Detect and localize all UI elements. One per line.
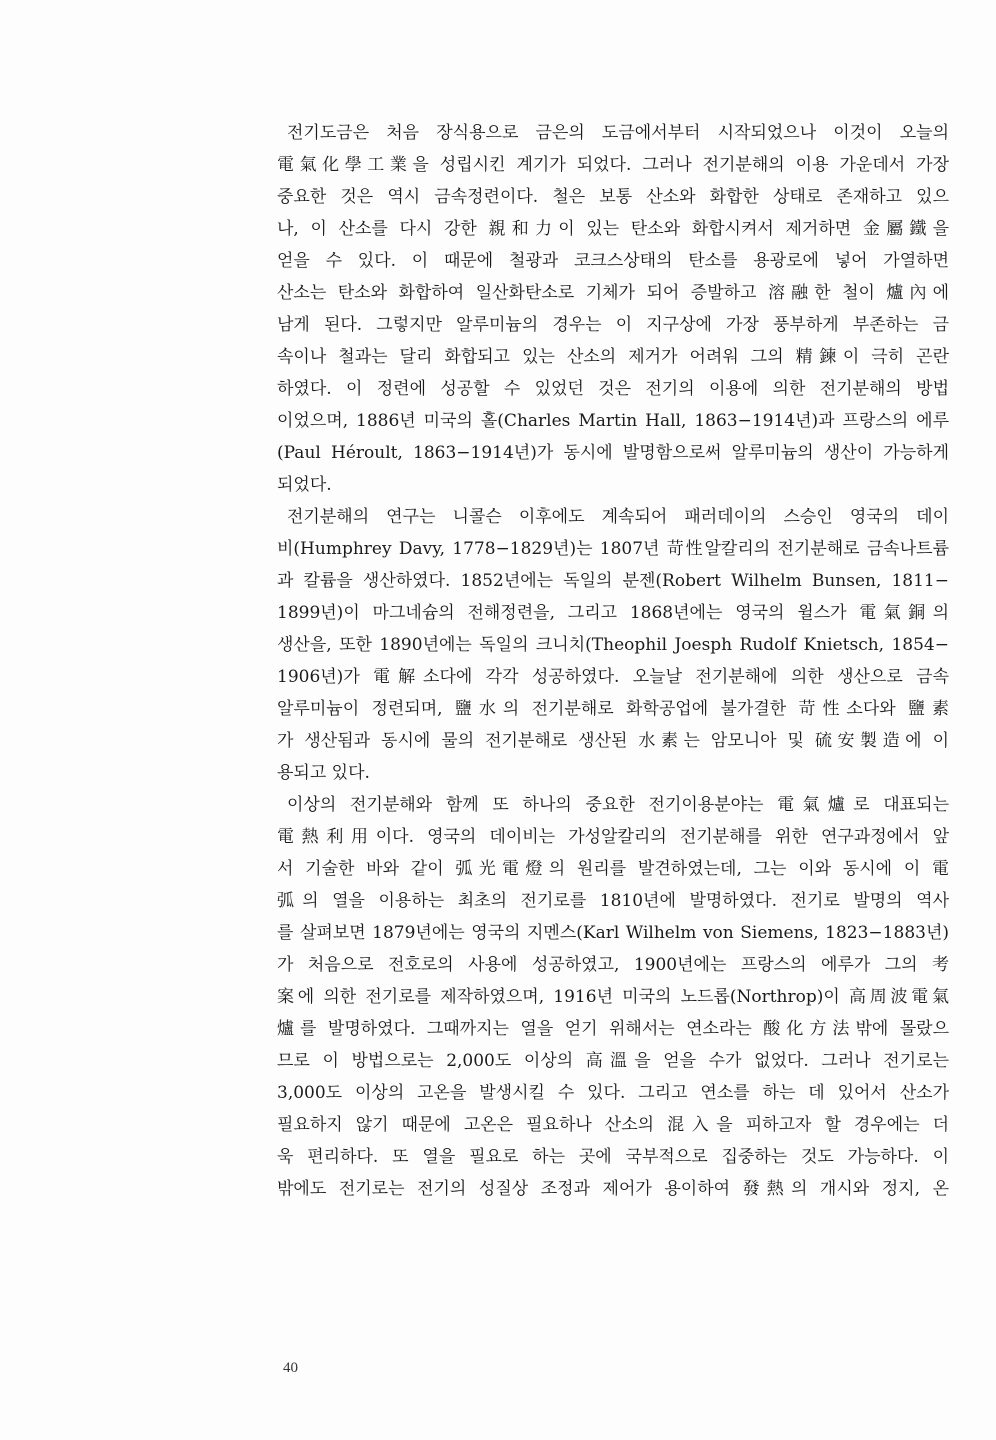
text-line: 중요한 것은 역시 금속정련이다. 철은 보통 산소와 화합한 상태로 존재하고 있으 — [277, 187, 949, 207]
text-line: 電氣化學工業을 성립시킨 계기가 되었다. 그러나 전기분해의 이용 가운데서 가장 — [277, 155, 949, 175]
text-line: 이상의 전기분해와 함께 또 하나의 중요한 전기이용분야는 電氣爐로 대표되는 — [287, 795, 949, 815]
text-line: 가 생산됨과 동시에 물의 전기분해로 생산된 水素는 암모니아 및 硫安製造에 이 — [277, 731, 949, 751]
paragraph — [277, 117, 949, 501]
text-line: 를 살펴보면 1879년에는 영국의 지멘스(Karl Wilhelm von Siemens, 1823−1883년) — [277, 923, 949, 943]
text-line: 남게 된다. 그렇지만 알루미늄의 경우는 이 지구상에 가장 풍부하게 부존하는 금 — [277, 315, 949, 335]
text-line: 되었다. — [277, 475, 332, 495]
text-line: 이었으며, 1886년 미국의 홀(Charles Martin Hall, 1863−1914년)과 프랑스의 에루 — [277, 411, 949, 431]
paragraph — [277, 789, 949, 1205]
text-line: 속이나 철과는 달리 화합되고 있는 산소의 제거가 어려워 그의 精鍊이 극히 곤란 — [277, 347, 949, 367]
paragraph — [277, 501, 949, 789]
text-line: (Paul Héroult, 1863−1914년)가 동시에 발명함으로써 알루미늄의 생산이 가능하게 — [277, 443, 949, 463]
text-line: 생산을, 또한 1890년에는 독일의 크니치(Theophil Joesph Rudolf Knietsch, 1854− — [277, 635, 949, 655]
text-line: 필요하지 않기 때문에 고온은 필요하나 산소의 混入을 피하고자 할 경우에는 더 — [277, 1115, 949, 1135]
text-line: 서 기술한 바와 같이 弧光電燈의 원리를 발견하였는데, 그는 이와 동시에 이 電 — [277, 859, 949, 879]
text-line: 과 칼륨을 생산하였다. 1852년에는 독일의 분젠(Robert Wilhelm Bunsen, 1811− — [277, 571, 949, 591]
page-number: 40 — [283, 1360, 298, 1376]
text-line: 용되고 있다. — [277, 763, 370, 783]
text-line: 밖에도 전기로는 전기의 성질상 조정과 제어가 용이하여 發熱의 개시와 정지, 온 — [277, 1179, 949, 1199]
text-line: 알루미늄이 정련되며, 鹽水의 전기분해로 화학공업에 불가결한 苛性소다와 鹽素 — [277, 699, 949, 719]
text-line: 전기도금은 처음 장식용으로 금은의 도금에서부터 시작되었으나 이것이 오늘의 — [287, 123, 949, 143]
text-line: 하였다. 이 정련에 성공할 수 있었던 것은 전기의 이용에 의한 전기분해의 방법 — [277, 379, 949, 399]
text-line: 나, 이 산소를 다시 강한 親和力이 있는 탄소와 화합시켜서 제거하면 金屬鐵을 — [277, 219, 949, 239]
text-line: 욱 편리하다. 또 열을 필요로 하는 곳에 국부적으로 집중하는 것도 가능하다. 이 — [277, 1147, 949, 1167]
text-line: 弧의 열을 이용하는 최초의 전기로를 1810년에 발명하였다. 전기로 발명의 역사 — [277, 891, 949, 911]
text-line: 비(Humphrey Davy, 1778−1829년)는 1807년 苛性알칼리의 전기분해로 금속나트륨 — [277, 539, 949, 559]
text-line: 案에 의한 전기로를 제작하였으며, 1916년 미국의 노드롭(Northrop)이 高周波電氣 — [277, 987, 949, 1007]
text-line: 전기분해의 연구는 니콜슨 이후에도 계속되어 패러데이의 스승인 영국의 데이 — [287, 507, 949, 527]
text-line: 電熱利用이다. 영국의 데이비는 가성알칼리의 전기분해를 위한 연구과정에서 앞 — [277, 827, 949, 847]
text-line: 1899년)이 마그네슘의 전해정련을, 그리고 1868년에는 영국의 윌스가 電氣銅의 — [277, 603, 949, 623]
body-text — [277, 117, 949, 1205]
text-line: 산소는 탄소와 화합하여 일산화탄소로 기체가 되어 증발하고 溶融한 철이 爐內에 — [277, 283, 949, 303]
text-line: 므로 이 방법으로는 2,000도 이상의 高溫을 얻을 수가 없었다. 그러나 전기로는 — [277, 1051, 949, 1071]
text-line: 1906년)가 電解소다에 각각 성공하였다. 오늘날 전기분해에 의한 생산으로 금속 — [277, 667, 949, 687]
text-line: 가 처음으로 전호로의 사용에 성공하였고, 1900년에는 프랑스의 에루가 그의 考 — [277, 955, 949, 975]
text-line: 얻을 수 있다. 이 때문에 철광과 코크스상태의 탄소를 용광로에 넣어 가열하면 — [277, 251, 949, 271]
text-line: 爐를 발명하였다. 그때까지는 열을 얻기 위해서는 연소라는 酸化方法밖에 몰랐으 — [277, 1019, 949, 1039]
text-line: 3,000도 이상의 고온을 발생시킬 수 있다. 그리고 연소를 하는 데 있어서 산소가 — [277, 1083, 949, 1103]
